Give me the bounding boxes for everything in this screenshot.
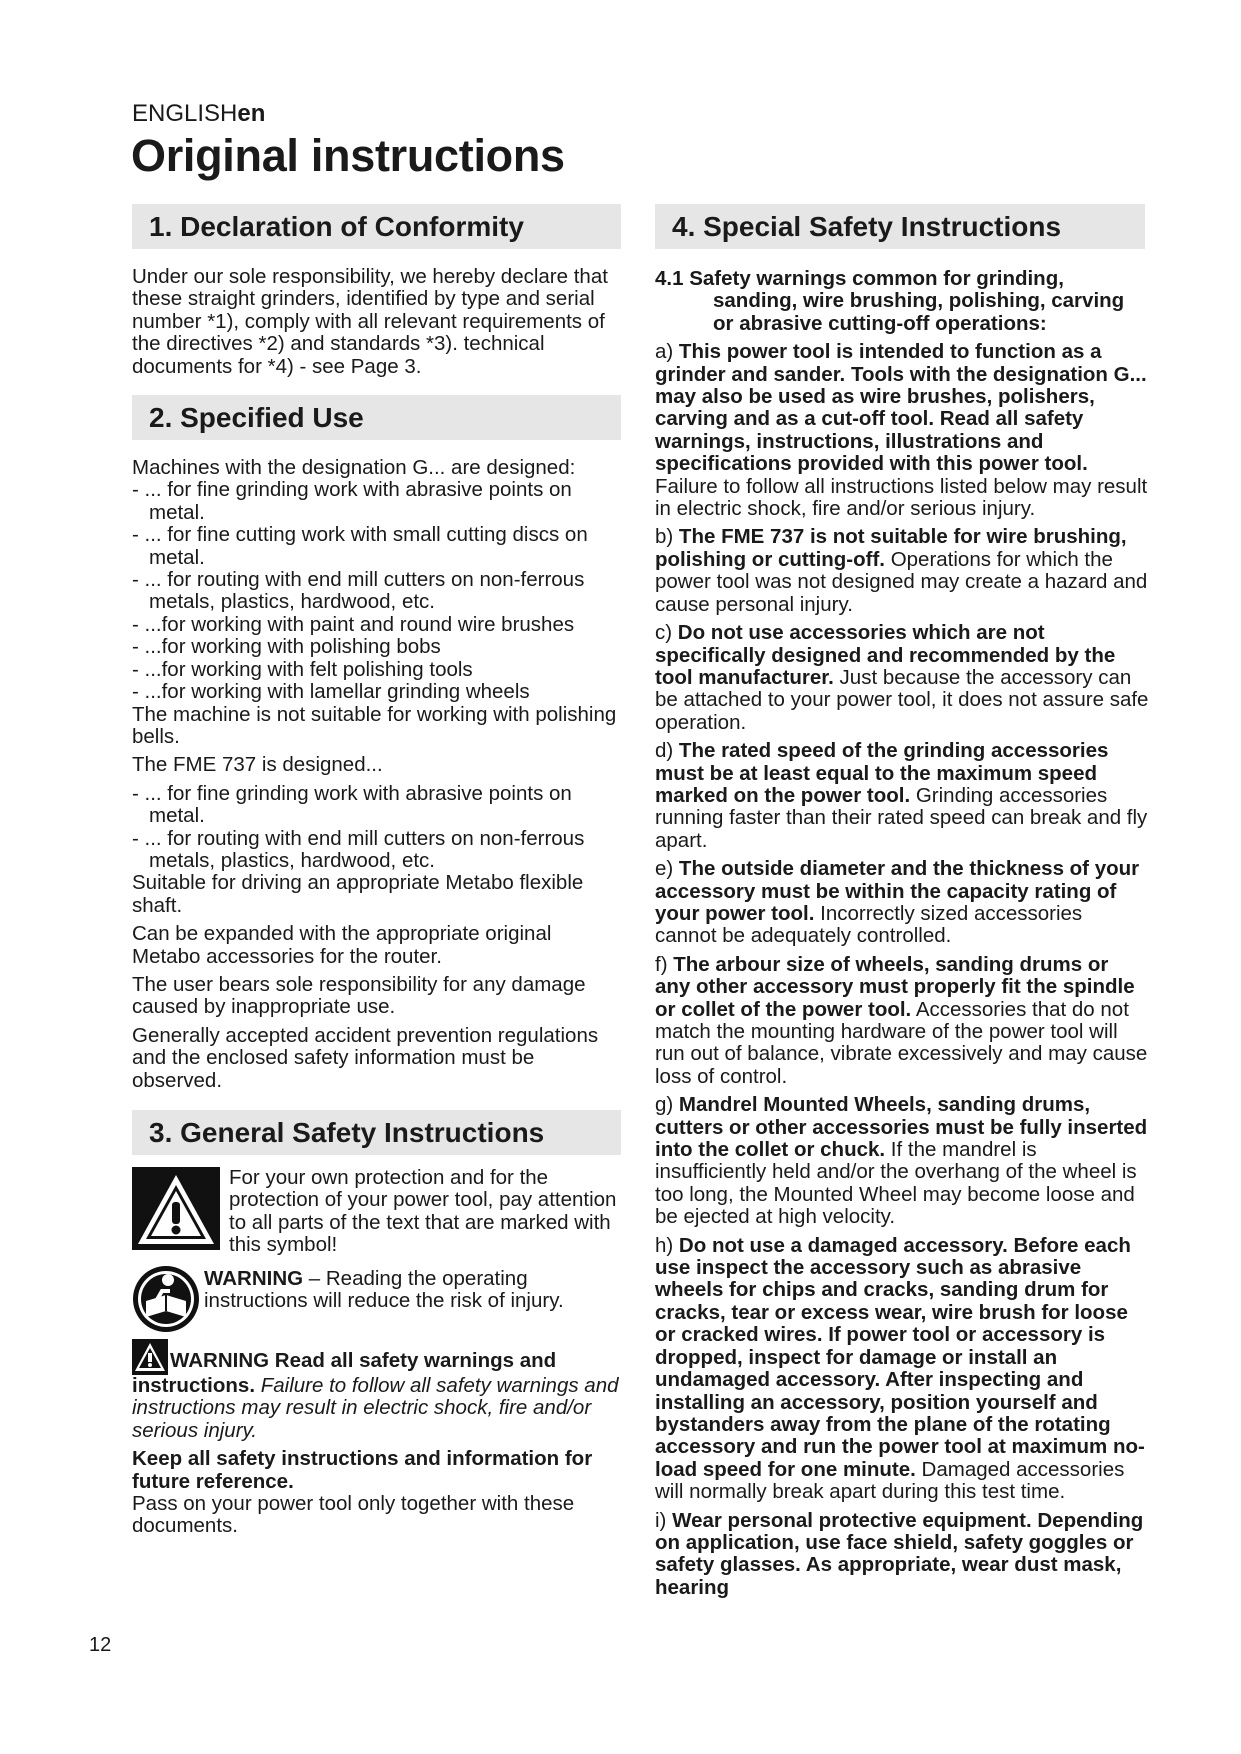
list-item	[655, 341, 1149, 520]
read-manual-block	[132, 1265, 621, 1337]
warning-label: WARNING	[204, 1267, 304, 1290]
right-column	[655, 204, 1149, 1599]
flexible-shaft-text: Suitable for driving an appropriate Metabo flexible shaft.	[132, 871, 584, 917]
item-text: Grinding accessories running faster than their rated speed can break and fly apart.	[655, 783, 1148, 852]
section-2-heading: 2. Specified Use	[132, 395, 621, 440]
list-item: - ...for working with paint and round wire brushes	[132, 612, 575, 636]
language-name: ENGLISH	[132, 100, 238, 127]
item-label: d)	[655, 739, 674, 763]
item-bold-text: The outside diameter and the thickness of your accessory must be within the capacity rating of your power tool.	[655, 857, 1140, 925]
safety-warnings-list	[655, 341, 1149, 1599]
warning-triangle-icon	[132, 1339, 168, 1375]
specified-use-intro: Machines with the designation G... are designed:	[132, 456, 576, 480]
regulations-text: Generally accepted accident prevention regulations and the enclosed safety information must be observed.	[132, 1023, 599, 1092]
item-label: h)	[655, 1233, 674, 1257]
item-bold-text: The rated speed of the grinding accessories must be at least equal to the maximum speed marked on the power tool.	[655, 739, 1109, 807]
section-1-heading: 1. Declaration of Conformity	[132, 204, 621, 249]
warning-triangle-icon	[132, 1167, 220, 1250]
list-item	[655, 1094, 1149, 1228]
section-4-heading: 4. Special Safety Instructions	[655, 204, 1145, 249]
list-item: - ... for routing with end mill cutters on non-ferrous metals, plastics, hardwood, etc.	[132, 826, 585, 872]
section-3-heading: 3. General Safety Instructions	[132, 1110, 621, 1155]
item-text: Failure to follow all instructions listed below may result in electric shock, fire and/or serious injury.	[655, 474, 1148, 521]
list-item	[655, 622, 1149, 734]
not-suitable-text: The machine is not suitable for working with polishing bells.	[132, 702, 617, 748]
page-number: 12	[89, 1634, 112, 1656]
item-text: Accessories that do not match the mounting hardware of the power tool will run out of balance, vibrate excessively and may cause loss of control.	[655, 997, 1148, 1088]
item-bold-text: This power tool is intended to function as a grinder and sander. Tools with the designation G... may also be used as wire brushes, polishers, carving and as a cut-off tool. Read all safety warnings, instructions, illustrations and specifications provided with this power tool.	[655, 340, 1147, 476]
item-text: Operations for which the power tool was not designed may create a hazard and cause personal injury.	[655, 547, 1148, 616]
warning-all-italic: Failure to follow all safety warnings and instructions may result in electric shock, fire and/or serious injury.	[132, 1374, 619, 1442]
declaration-text: Under our sole responsibility, we hereby declare that these straight grinders, identified by type and serial number *1), comply with all relevant requirements of the directives *2) and standards *3). technical documents for *4) - see Page 3.	[132, 265, 608, 378]
list-item	[655, 740, 1149, 852]
list-item	[655, 526, 1149, 616]
fme-intro: The FME 737 is designed...	[132, 753, 383, 777]
item-bold-text: The arbour size of wheels, sanding drums or any other accessory must properly fit the spindle or collet of the power tool.	[655, 952, 1135, 1021]
read-manual-icon	[132, 1265, 200, 1333]
item-bold-text: Do not use a damaged accessory. Before each use inspect the accessory such as abrasive wheels for chips and cracks, sanding drum for cracks, tear or excess wear, wire brush for loose or cracked wires. If power tool or accessory is dropped, inspect for damage or install an undamaged accessory. After inspecting and installing an accessory, position yourself and bystanders away from the plane of the rotating accessory and run the power tool at maximum no-load speed for one minute.	[655, 1233, 1145, 1481]
warning-read-rest: – Reading the operating instructions will reduce the risk of injury.	[204, 1267, 564, 1313]
list-item: - ... for fine grinding work with abrasive points on metal.	[132, 781, 572, 828]
symbol-text: For your own protection and for the protection of your power tool, pay attention to all parts of the text that are marked with this symbol!	[229, 1166, 617, 1257]
list-item: - ... for fine grinding work with abrasive points on metal.	[132, 478, 572, 524]
warning-read-text	[204, 1268, 621, 1313]
item-label: g)	[655, 1093, 674, 1117]
item-label: a)	[655, 340, 674, 364]
accessories-text: Can be expanded with the appropriate original Metabo accessories for the router.	[132, 922, 552, 968]
item-label: b)	[655, 525, 674, 549]
item-text: Just because the accessory can be attached to your power tool, it does not assure safe operation.	[655, 665, 1149, 734]
list-item	[655, 858, 1149, 948]
item-bold-text: Do not use accessories which are not specifically designed and recommended by the tool manufacturer.	[655, 621, 1116, 689]
list-item	[655, 1235, 1149, 1504]
list-item	[655, 1510, 1149, 1600]
left-column	[132, 204, 621, 1538]
pass-on-text: Pass on your power tool only together with these documents.	[132, 1492, 575, 1538]
item-label: i)	[655, 1508, 667, 1532]
item-bold-text: Wear personal protective equipment. Depending on application, use face shield, safety goggles or safety glasses. As appropriate, wear dust mask, hearing	[655, 1508, 1144, 1599]
item-label: f)	[655, 952, 668, 976]
warning-all-bold: WARNING Read all safety warnings and instructions.	[132, 1349, 557, 1397]
item-bold-text: The FME 737 is not suitable for wire brushing, polishing or cutting-off.	[655, 525, 1127, 571]
language-code: en	[237, 100, 266, 127]
responsibility-text: The user bears sole responsibility for any damage caused by inappropriate use.	[132, 972, 586, 1019]
list-item	[655, 954, 1149, 1088]
warning-all-text	[132, 1339, 621, 1442]
keep-instructions-text: Keep all safety instructions and information for future reference.	[132, 1447, 593, 1493]
item-label: c)	[655, 621, 673, 645]
list-item: - ...for working with polishing bobs	[132, 635, 441, 659]
subsection-4-1-heading: 4.1 Safety warnings common for grinding, sanding, wire brushing, polishing, carving or abrasive cutting-off operations:	[655, 267, 1125, 335]
item-text: If the mandrel is insufficiently held and/or the overhang of the wheel is too long, the Mounted Wheel may become loose and be ejected at high velocity.	[655, 1138, 1137, 1229]
language-label	[132, 100, 265, 128]
list-item: - ... for routing with end mill cutters on non-ferrous metals, plastics, hardwood, etc.	[132, 568, 585, 614]
item-text: Damaged accessories will normally break apart during this test time.	[655, 1457, 1125, 1504]
safety-symbol-block	[132, 1167, 621, 1271]
list-item: - ...for working with felt polishing tools	[132, 657, 473, 681]
list-item: - ... for fine cutting work with small cutting discs on metal.	[132, 523, 588, 569]
page-title: Original instructions	[131, 130, 565, 181]
item-text: Incorrectly sized accessories cannot be adequately controlled.	[655, 901, 1083, 948]
item-bold-text: Mandrel Mounted Wheels, sanding drums, cutters or other accessories must be fully inserted into the collet or chuck.	[655, 1093, 1148, 1162]
list-item: - ...for working with lamellar grinding wheels	[132, 680, 530, 704]
item-label: e)	[655, 857, 674, 881]
